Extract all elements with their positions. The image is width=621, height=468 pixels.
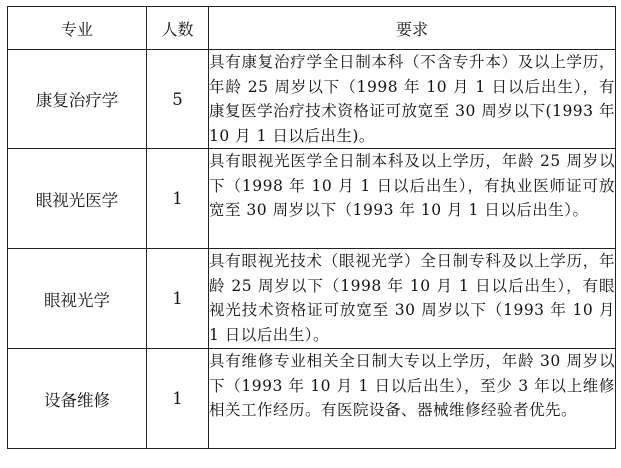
cell-count: 5 bbox=[147, 50, 209, 149]
recruitment-table bbox=[7, 6, 616, 449]
cell-requirement: 具有康复治疗学全日制本科（不含专升本）及以上学历，年龄 25 周岁以下（1998 年 10 月 1 日以后出生），有康复医学治疗技术资格证可放宽至 30 周岁以下(1993 年 10 月 1 日以后出生)。 bbox=[209, 50, 616, 149]
cell-major: 眼视光学 bbox=[8, 249, 147, 349]
table-row bbox=[8, 249, 616, 349]
table-header bbox=[8, 7, 616, 50]
header-requirement: 要求 bbox=[209, 7, 616, 50]
cell-requirement: 具有维修专业相关全日制大专以上学历，年龄 30 周岁以下（1993 年 10 月 1 日以后出生），至少 3 年以上维修相关工作经历。有医院设备、器械维修经验者优先。 bbox=[209, 349, 616, 449]
table-row bbox=[8, 50, 616, 149]
cell-major: 康复治疗学 bbox=[8, 50, 147, 149]
table-body bbox=[8, 50, 616, 449]
cell-requirement: 具有眼视光医学全日制本科及以上学历，年龄 25 周岁以下（1998 年 10 月 1 日以后出生），有执业医师证可放宽至 30 周岁以下（1993 年 10 月 1 日以后出生）。 bbox=[209, 149, 616, 249]
table-row bbox=[8, 349, 616, 449]
header-count: 人数 bbox=[147, 7, 209, 50]
cell-count: 1 bbox=[147, 249, 209, 349]
cell-requirement: 具有眼视光技术（眼视光学）全日制专科及以上学历，年龄 25 周岁以下（1998 年 10 月 1 日以后出生），有眼视光技术资格证可放宽至 30 周岁以下（1993 年 10 月 1 日以后出生）。 bbox=[209, 249, 616, 349]
cell-major: 眼视光医学 bbox=[8, 149, 147, 249]
header-row bbox=[8, 7, 616, 50]
header-major: 专业 bbox=[8, 7, 147, 50]
table-row bbox=[8, 149, 616, 249]
cell-count: 1 bbox=[147, 149, 209, 249]
cell-count: 1 bbox=[147, 349, 209, 449]
cell-major: 设备维修 bbox=[8, 349, 147, 449]
